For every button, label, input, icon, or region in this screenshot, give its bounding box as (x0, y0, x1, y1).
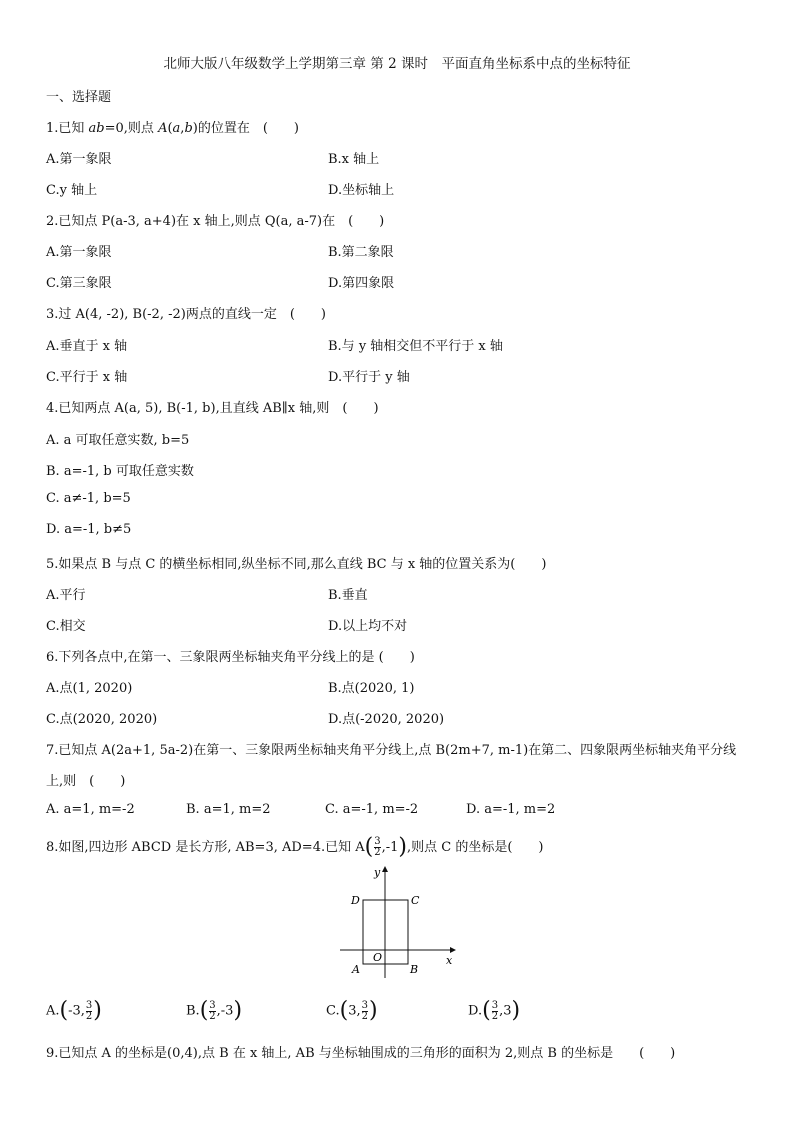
x-axis-arrow (450, 947, 456, 953)
question-7-stem-line2: 上,则 ( ) (46, 774, 126, 789)
question-2-stem: 2.已知点 P(a-3, a+4)在 x 轴上,则点 Q(a, a-7)在 ( ) (46, 214, 385, 229)
q1-option-c: C.y 轴上 (46, 183, 98, 198)
label-y: y (374, 866, 381, 879)
question-5-stem: 5.如果点 B 与点 C 的横坐标相同,纵坐标不同,那么直线 BC 与 x 轴的位置关系为( ) (46, 557, 547, 572)
q6-option-c: C.点(2020, 2020) (46, 712, 158, 727)
label-o: O (373, 951, 383, 964)
q3-option-d: D.平行于 y 轴 (328, 370, 410, 385)
q6-option-d: D.点(-2020, 2020) (328, 712, 445, 727)
q2-option-a: A.第一象限 (46, 245, 112, 260)
fraction: $\frac{3}{2}$ (374, 836, 381, 858)
question-6-stem: 6.下列各点中,在第一、三象限两坐标轴夹角平分线上的是 ( ) (46, 650, 415, 665)
q6-option-a: A.点(1, 2020) (46, 681, 133, 696)
q3-option-b: B.与 y 轴相交但不平行于 x 轴 (328, 339, 503, 354)
q1-option-d: D.坐标轴上 (328, 183, 395, 198)
q1-option-b: B.x 轴上 (328, 152, 380, 167)
label-d: D (351, 894, 360, 907)
q4-option-b: B. a=-1, b 可取任意实数 (46, 464, 194, 479)
question-4-stem: 4.已知两点 A(a, 5), B(-1, b),且直线 AB∥x 轴,则 ( ) (46, 401, 379, 416)
q8-option-c: C.(3, $\frac{3}{2}$ ) (326, 998, 378, 1023)
q3-option-a: A.垂直于 x 轴 (46, 339, 128, 354)
question-7-stem-line1: 7.已知点 A(2a+1, 5a-2)在第一、三象限两坐标轴夹角平分线上,点 B(2m+7, m-1)在第二、四象限两坐标轴夹角平分线 (46, 743, 737, 758)
q5-option-b: B.垂直 (328, 588, 368, 603)
label-a: A (352, 963, 360, 976)
q5-option-c: C.相交 (46, 619, 86, 634)
label-b: B (410, 963, 419, 976)
q7-option-b: B. a=1, m=2 (186, 802, 271, 817)
question-1-stem: 1.已知 ab=0,则点 A(a,b)的位置在 ( ) (46, 121, 299, 136)
section-heading: 一、选择题 (46, 90, 112, 105)
question-3-stem: 3.过 A(4, -2), B(-2, -2)两点的直线一定 ( ) (46, 307, 326, 322)
rectangle-coordinate-figure (330, 860, 470, 980)
q6-option-b: B.点(2020, 1) (328, 681, 415, 696)
q8-option-a: A.(-3, $\frac{3}{2}$ ) (46, 998, 102, 1023)
q4-option-c: C. a≠-1, b=5 (46, 491, 131, 506)
q1-option-a: A.第一象限 (46, 152, 112, 167)
q8-option-d: D.( $\frac{3}{2}$ ,3) (468, 998, 521, 1023)
question-9-stem: 9.已知点 A 的坐标是(0,4),点 B 在 x 轴上, AB 与坐标轴围成的三角形的面积为 2,则点 B 的坐标是 ( ) (46, 1046, 676, 1061)
label-x: x (446, 954, 453, 967)
q2-option-d: D.第四象限 (328, 276, 395, 291)
q4-option-a: A. a 可取任意实数, b=5 (46, 433, 190, 448)
q5-option-d: D.以上均不对 (328, 619, 408, 634)
q5-option-a: A.平行 (46, 588, 86, 603)
q7-option-a: A. a=1, m=-2 (46, 802, 135, 817)
question-8-stem: 8.如图,四边形 ABCD 是长方形, AB=3, AD=4.已知 A( $\frac{3}{2}$ ,-1),则点 C 的坐标是( ) (46, 834, 544, 860)
q2-option-c: C.第三象限 (46, 276, 112, 291)
q4-option-d: D. a=-1, b≠5 (46, 522, 132, 537)
q2-option-b: B.第二象限 (328, 245, 394, 260)
q7-option-d: D. a=-1, m=2 (466, 802, 556, 817)
q7-option-c: C. a=-1, m=-2 (325, 802, 419, 817)
q3-option-c: C.平行于 x 轴 (46, 370, 128, 385)
page-title: 北师大版八年级数学上学期第三章 第 2 课时 平面直角坐标系中点的坐标特征 (163, 56, 631, 72)
label-c: C (411, 894, 420, 907)
y-axis-arrow (382, 866, 388, 872)
q8-option-b: B.( $\frac{3}{2}$ ,-3) (186, 998, 243, 1023)
